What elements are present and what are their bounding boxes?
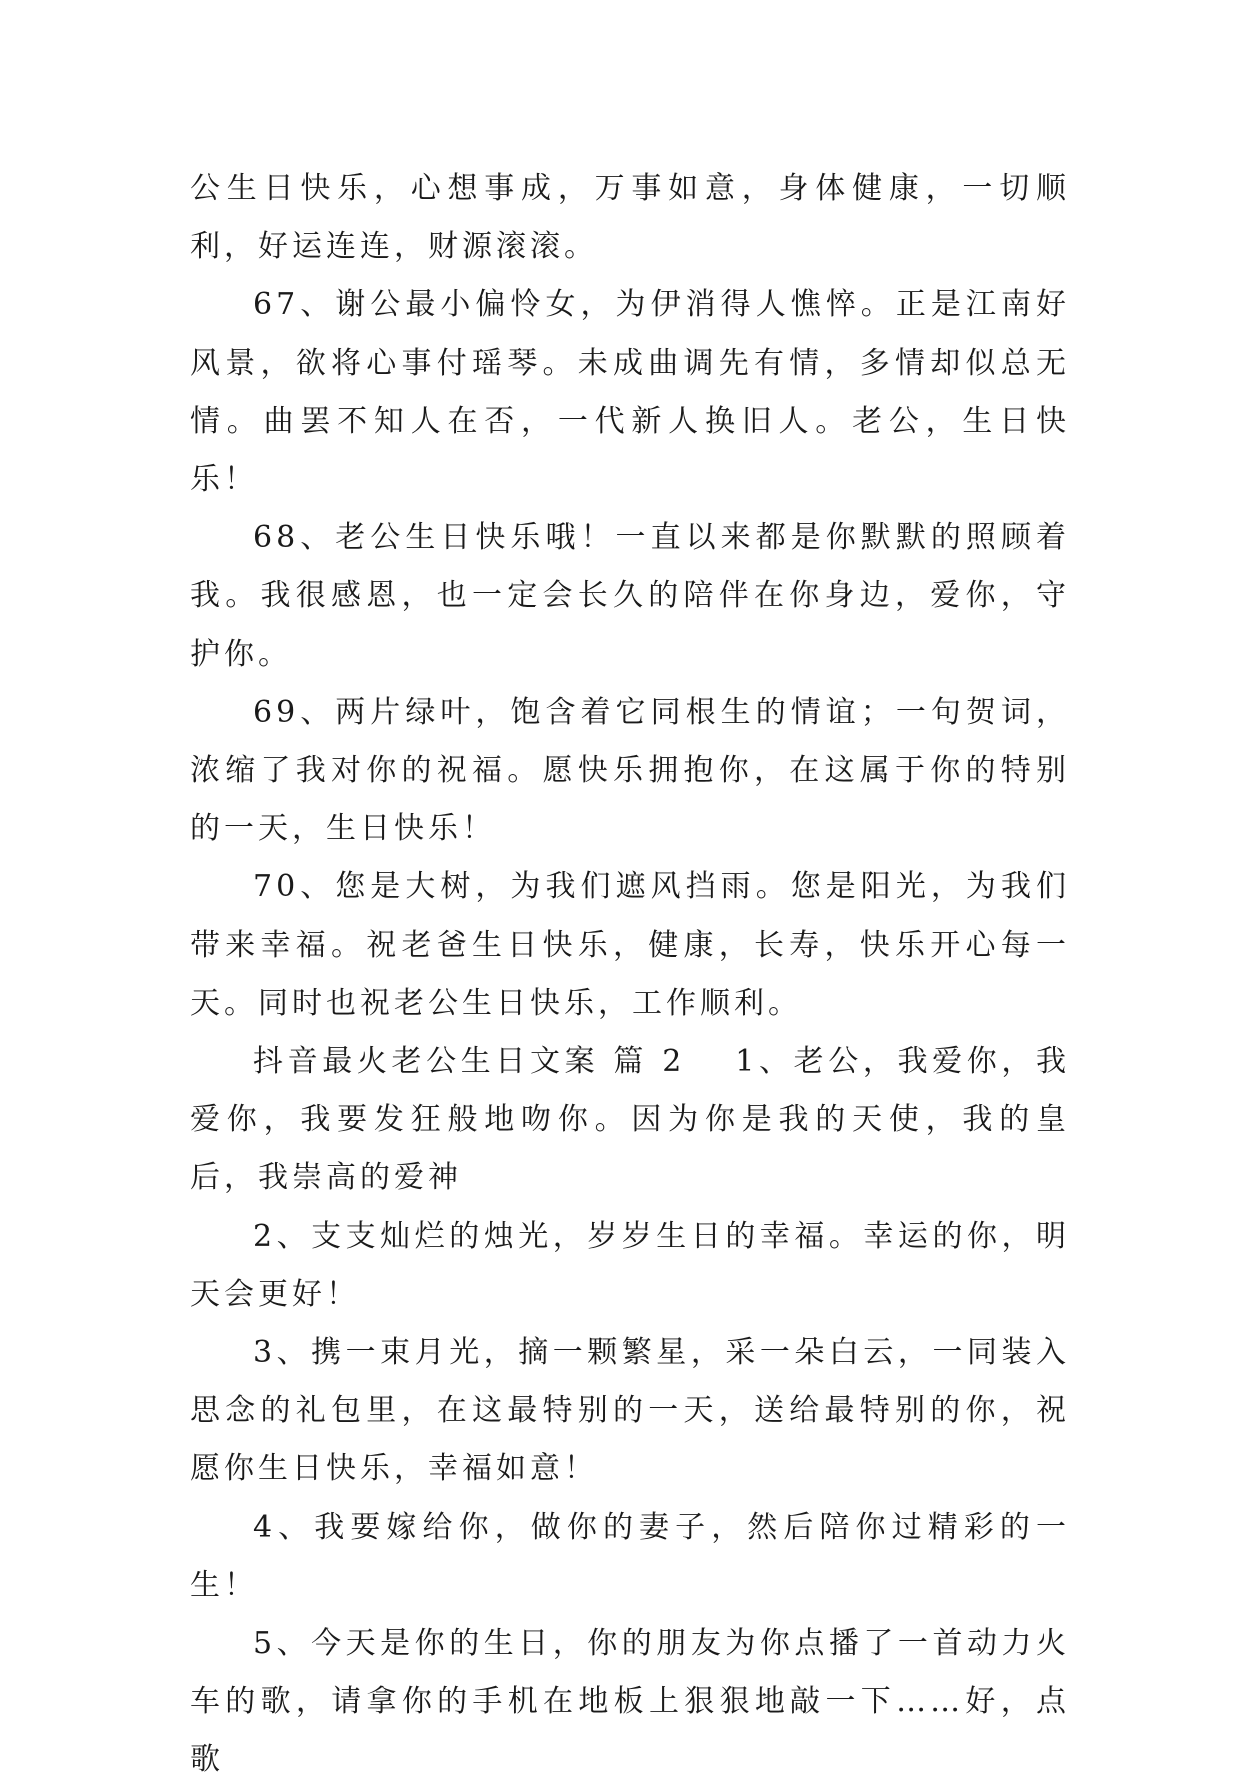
- paragraph-item-2: 2、支支灿烂的烛光，岁岁生日的幸福。幸运的你，明天会更好！: [190, 1218, 1070, 1312]
- paragraph-68: 68、老公生日快乐哦！一直以来都是你默默的照顾着我。我很感恩，也一定会长久的陪伴在你身边，爱你，守护你。: [190, 520, 1070, 672]
- paragraph-item-5: 5、今天是你的生日，你的朋友为你点播了一首动力火车的歌，请拿你的手机在地板上狠狠地敲一下……好，点歌: [190, 1626, 1070, 1778]
- paragraph-67: 67、谢公最小偏怜女，为伊消得人憔悴。正是江南好风景，欲将心事付瑶琴。未成曲调先有情，多情却似总无情。曲罢不知人在否，一代新人换旧人。老公，生日快乐！: [190, 287, 1070, 498]
- paragraph-section-2: [190, 1033, 1070, 1208]
- section-heading: 抖音最火老公生日文案 篇 2: [253, 1044, 686, 1080]
- paragraph-69: 69、两片绿叶，饱含着它同根生的情谊；一句贺词，浓缩了我对你的祝福。愿快乐拥抱你，在这属于你的特别的一天，生日快乐！: [190, 694, 1070, 847]
- paragraph-continuation: 公生日快乐，心想事成，万事如意，身体健康，一切顺利，好运连连，财源滚滚。: [190, 171, 1070, 265]
- paragraph-item-4: 4、我要嫁给你，做你的妻子，然后陪你过精彩的一生！: [190, 1509, 1070, 1603]
- paragraph-item-3: 3、携一束月光，摘一颗繁星，采一朵白云，一同装入思念的礼包里，在这最特别的一天，送给最特别的你，祝愿你生日快乐，幸福如意！: [190, 1335, 1070, 1487]
- section-first-item: 1、老公，我爱你，我爱你，我要发狂般地吻你。因为你是我的天使，我的皇后，我崇高的爱神: [190, 1044, 1070, 1196]
- document-body: [190, 160, 1070, 1790]
- paragraph-70: 70、您是大树，为我们遮风挡雨。您是阳光，为我们带来幸福。祝老爸生日快乐，健康，长寿，快乐开心每一天。同时也祝老公生日快乐，工作顺利。: [190, 869, 1070, 1021]
